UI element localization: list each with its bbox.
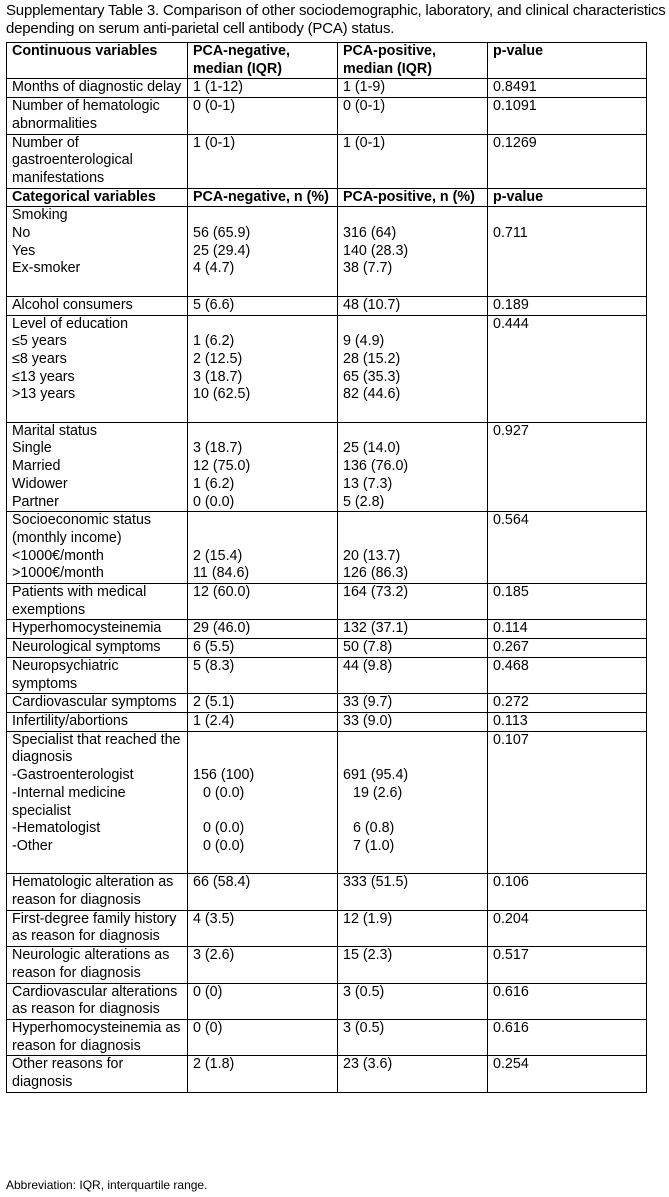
row-label: Cardiovascular symptoms (7, 694, 188, 713)
row-label: Hyperhomocysteinemia (7, 620, 188, 639)
continuous-header-row (7, 43, 647, 79)
smoking-row (7, 207, 647, 297)
pca-negative-value (188, 512, 338, 584)
p-value (488, 315, 647, 422)
row-label: Neuropsychiatric symptoms (7, 657, 188, 693)
value: 25 (29.4) (193, 242, 251, 259)
pca-positive-value: 12 (1.9) (338, 910, 488, 946)
p-value: 0.1269 (488, 134, 647, 188)
table-row (7, 134, 647, 188)
pca-positive-value (338, 731, 488, 874)
header-cell: PCA-negative, median (IQR) (188, 43, 338, 79)
sub-label: -Hematologist (12, 820, 101, 837)
pca-negative-value (188, 422, 338, 512)
sub-label: <1000€/month (12, 547, 104, 564)
pca-positive-value: 15 (2.3) (338, 947, 488, 983)
table-row (7, 1056, 647, 1092)
header-cell: Categorical variables (7, 188, 188, 207)
row-label: Number of gastroenterological manifestations (7, 134, 188, 188)
value: 38 (7.7) (343, 260, 393, 277)
row-label: Infertility/abortions (7, 712, 188, 731)
row-label (7, 731, 188, 874)
row-label: Hematologic alteration as reason for diagnosis (7, 874, 188, 910)
row-label: Patients with medical exemptions (7, 584, 188, 620)
row-label (7, 422, 188, 512)
pca-positive-value: 33 (9.7) (338, 694, 488, 713)
table-row (7, 296, 647, 315)
row-label: First-degree family history as reason for diagnosis (7, 910, 188, 946)
sub-label: -Internal medicine specialist (12, 784, 126, 819)
pca-positive-value: 3 (0.5) (338, 983, 488, 1019)
value: 0.927 (493, 422, 529, 439)
p-value (488, 422, 647, 512)
value: 12 (75.0) (193, 458, 251, 475)
pca-negative-value: 29 (46.0) (188, 620, 338, 639)
pca-negative-value: 0 (0) (188, 983, 338, 1019)
value: 2 (15.4) (193, 547, 243, 564)
pca-negative-value: 66 (58.4) (188, 874, 338, 910)
value: 3 (18.7) (193, 440, 243, 457)
row-label: Alcohol consumers (7, 296, 188, 315)
pca-negative-value (188, 731, 338, 874)
pca-negative-value: 1 (1-12) (188, 79, 338, 98)
row-label: Hyperhomocysteinemia as reason for diagnosis (7, 1019, 188, 1055)
value: 10 (62.5) (193, 386, 251, 403)
group-label: Smoking (12, 207, 68, 224)
value: 691 (95.4) (343, 767, 409, 784)
sub-label: -Other (12, 837, 53, 854)
value: 1 (6.2) (193, 333, 235, 350)
table-row (7, 910, 647, 946)
p-value: 0.204 (488, 910, 647, 946)
pca-positive-value: 23 (3.6) (338, 1056, 488, 1092)
p-value (488, 731, 647, 874)
specialist-row (7, 731, 647, 874)
p-value: 0.267 (488, 639, 647, 658)
value: 19 (2.6) (353, 784, 403, 801)
pca-positive-value: 132 (37.1) (338, 620, 488, 639)
table-row (7, 1019, 647, 1055)
pca-positive-value: 44 (9.8) (338, 657, 488, 693)
pca-positive-value (338, 315, 488, 422)
table-row (7, 874, 647, 910)
value: 2 (12.5) (193, 350, 243, 367)
row-label (7, 512, 188, 584)
value: 82 (44.6) (343, 386, 401, 403)
sub-label: Yes (12, 242, 36, 259)
header-cell: PCA-positive, median (IQR) (338, 43, 488, 79)
row-label: Other reasons for diagnosis (7, 1056, 188, 1092)
value: 316 (64) (343, 225, 397, 242)
header-cell: p-value (488, 43, 647, 79)
value: 136 (76.0) (343, 458, 409, 475)
group-label: Socioeconomic status (monthly income) (12, 512, 152, 546)
value: 28 (15.2) (343, 350, 401, 367)
p-value (488, 512, 647, 584)
value: 5 (2.8) (343, 493, 385, 510)
table-row (7, 657, 647, 693)
p-value: 0.1091 (488, 98, 647, 134)
education-row (7, 315, 647, 422)
sub-label: Married (12, 458, 61, 475)
pca-positive-value: 33 (9.0) (338, 712, 488, 731)
p-value: 0.468 (488, 657, 647, 693)
value: 20 (13.7) (343, 547, 401, 564)
value: 1 (6.2) (193, 475, 235, 492)
table-row (7, 712, 647, 731)
pca-positive-value (338, 207, 488, 297)
sub-label: >13 years (12, 386, 76, 403)
value: 0 (0.0) (203, 784, 245, 801)
pca-negative-value: 12 (60.0) (188, 584, 338, 620)
pca-negative-value: 3 (2.6) (188, 947, 338, 983)
sub-label: >1000€/month (12, 565, 104, 582)
value: 3 (18.7) (193, 368, 243, 385)
sub-label: ≤8 years (12, 350, 67, 367)
table-row (7, 947, 647, 983)
pca-negative-value: 1 (2.4) (188, 712, 338, 731)
value: 25 (14.0) (343, 440, 401, 457)
sub-label: -Gastroenterologist (12, 767, 134, 784)
row-label: Months of diagnostic delay (7, 79, 188, 98)
socioeconomic-row (7, 512, 647, 584)
pca-positive-value: 164 (73.2) (338, 584, 488, 620)
value: 156 (100) (193, 767, 255, 784)
value: 0 (0.0) (203, 837, 245, 854)
sub-label: ≤13 years (12, 368, 75, 385)
row-label: Number of hematologic abnormalities (7, 98, 188, 134)
row-label: Neurological symptoms (7, 639, 188, 658)
p-value: 0.616 (488, 1019, 647, 1055)
value: 0.711 (493, 225, 528, 242)
pca-positive-value: 333 (51.5) (338, 874, 488, 910)
pca-positive-value: 50 (7.8) (338, 639, 488, 658)
table-row (7, 79, 647, 98)
pca-negative-value: 2 (5.1) (188, 694, 338, 713)
pca-negative-value: 4 (3.5) (188, 910, 338, 946)
table-footnote: Abbreviation: IQR, interquartile range. (6, 1178, 208, 1192)
group-label: Specialist that reached the diagnosis (12, 731, 181, 766)
p-value: 0.272 (488, 694, 647, 713)
value: 65 (35.3) (343, 368, 401, 385)
header-cell: p-value (488, 188, 647, 207)
pca-negative-value: 2 (1.8) (188, 1056, 338, 1092)
header-cell: PCA-positive, n (%) (338, 188, 488, 207)
value: 4 (4.7) (193, 260, 235, 277)
p-value: 0.114 (488, 620, 647, 639)
sub-label: No (12, 225, 31, 242)
value: 6 (0.8) (353, 820, 395, 837)
pca-positive-value: 1 (0-1) (338, 134, 488, 188)
pca-negative-value: 0 (0) (188, 1019, 338, 1055)
pca-negative-value: 5 (6.6) (188, 296, 338, 315)
pca-positive-value: 48 (10.7) (338, 296, 488, 315)
sub-label: ≤5 years (12, 333, 67, 350)
p-value: 0.189 (488, 296, 647, 315)
p-value: 0.185 (488, 584, 647, 620)
pca-negative-value (188, 315, 338, 422)
pca-positive-value (338, 422, 488, 512)
pca-negative-value: 0 (0-1) (188, 98, 338, 134)
pca-negative-value: 6 (5.5) (188, 639, 338, 658)
pca-negative-value: 1 (0-1) (188, 134, 338, 188)
p-value: 0.517 (488, 947, 647, 983)
pca-positive-value (338, 512, 488, 584)
value: 0.564 (493, 512, 529, 529)
group-label: Marital status (12, 422, 98, 439)
sub-label: Ex-smoker (12, 260, 81, 277)
row-label: Neurologic alterations as reason for diagnosis (7, 947, 188, 983)
value: 9 (4.9) (343, 333, 385, 350)
row-label: Cardiovascular alterations as reason for diagnosis (7, 983, 188, 1019)
value: 13 (7.3) (343, 475, 393, 492)
value: 0 (0.0) (193, 493, 235, 510)
marital-row (7, 422, 647, 512)
value: 126 (86.3) (343, 565, 409, 582)
group-label: Level of education (12, 315, 129, 332)
table-caption: Supplementary Table 3. Comparison of other sociodemographic, laboratory, and clinical characteristics depending on serum anti-parietal cell antibody (PCA) status. (6, 2, 666, 37)
sub-label: Partner (12, 493, 59, 510)
value: 140 (28.3) (343, 242, 409, 259)
row-label (7, 315, 188, 422)
p-value: 0.106 (488, 874, 647, 910)
value: 7 (1.0) (353, 837, 395, 854)
pca-positive-value: 1 (1-9) (338, 79, 488, 98)
table-row (7, 98, 647, 134)
pca-positive-value: 3 (0.5) (338, 1019, 488, 1055)
pca-positive-value: 0 (0-1) (338, 98, 488, 134)
pca-negative-value: 5 (8.3) (188, 657, 338, 693)
table-row (7, 620, 647, 639)
table-row (7, 584, 647, 620)
table-row (7, 694, 647, 713)
table-row (7, 639, 647, 658)
categorical-header-row (7, 188, 647, 207)
value: 56 (65.9) (193, 225, 251, 242)
p-value: 0.113 (488, 712, 647, 731)
sub-label: Widower (12, 475, 68, 492)
value: 0.107 (493, 731, 529, 748)
value: 11 (84.6) (193, 565, 250, 582)
value: 0.444 (493, 315, 529, 332)
p-value: 0.254 (488, 1056, 647, 1092)
row-label (7, 207, 188, 297)
p-value: 0.616 (488, 983, 647, 1019)
p-value (488, 207, 647, 297)
p-value: 0.8491 (488, 79, 647, 98)
comparison-table (6, 42, 647, 1093)
header-cell: PCA-negative, n (%) (188, 188, 338, 207)
header-cell: Continuous variables (7, 43, 188, 79)
pca-negative-value (188, 207, 338, 297)
table-row (7, 983, 647, 1019)
sub-label: Single (12, 440, 52, 457)
value: 0 (0.0) (203, 820, 245, 837)
